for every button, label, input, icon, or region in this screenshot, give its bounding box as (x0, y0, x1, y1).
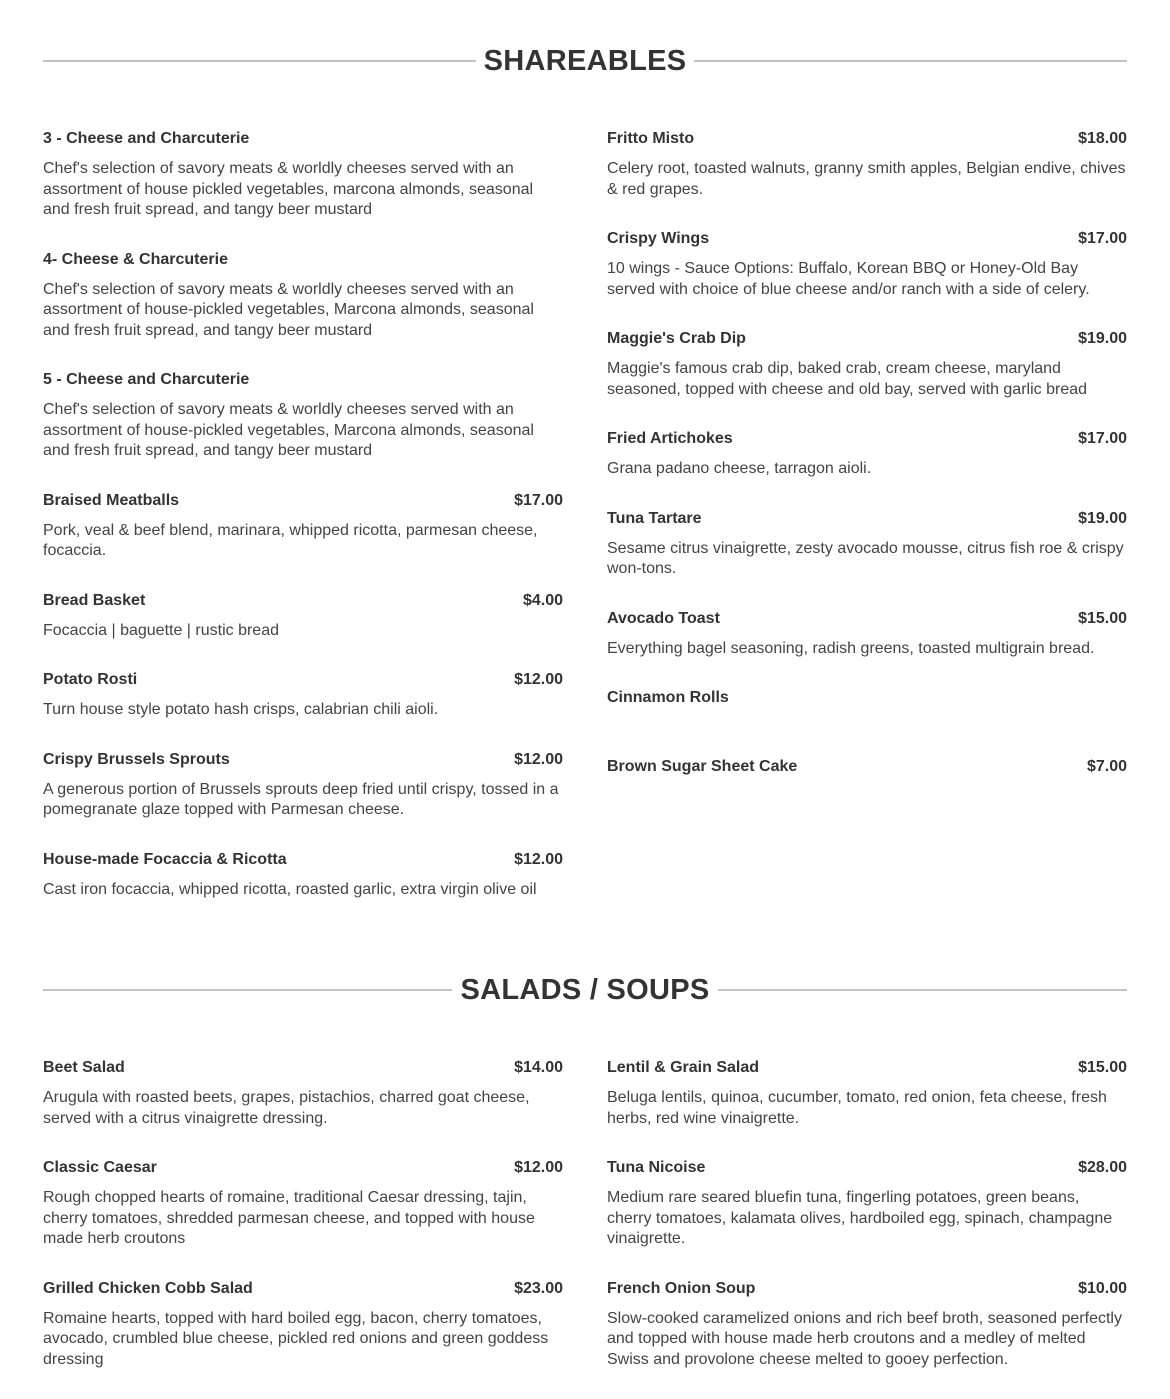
menu-item-price: $19.00 (1078, 509, 1127, 527)
menu-item-name: Crispy Wings (607, 230, 710, 247)
menu-item-description: Sesame citrus vinaigrette, zesty avocado mousse, citrus fish roe & crispy won-tons. (607, 539, 1124, 577)
menu-item-price: $15.00 (1078, 609, 1127, 627)
menu-item-name: 3 - Cheese and Charcuterie (43, 130, 250, 147)
menu-item (43, 1158, 563, 1250)
menu-item-description: Focaccia | baguette | rustic bread (43, 621, 279, 639)
menu-item (607, 429, 1127, 480)
menu-item-header (43, 491, 563, 511)
menu-item-header (43, 250, 563, 270)
menu-item-price: $17.00 (1078, 230, 1127, 247)
menu-item-header (607, 1058, 1127, 1078)
menu-item-header (607, 429, 1127, 449)
menu-item-name: Tuna Nicoise (607, 1159, 706, 1176)
menu-item-name: Braised Meatballs (43, 491, 180, 509)
menu-item-name: 5 - Cheese and Charcuterie (43, 371, 250, 388)
menu-item (607, 509, 1127, 580)
menu-item-header (607, 1279, 1127, 1299)
menu-item-name: Tuna Tartare (607, 509, 702, 527)
menu-item-header (43, 129, 563, 149)
menu-item (43, 491, 563, 562)
menu-item-description: Cast iron focaccia, whipped ricotta, roasted garlic, extra virgin olive oil (43, 880, 537, 898)
menu-columns (43, 1058, 1127, 1399)
menu-item-name: 4- Cheese & Charcuterie (43, 250, 228, 268)
menu-item-description: Turn house style potato hash crisps, calabrian chili aioli. (43, 701, 439, 718)
menu-item-description: A generous portion of Brussels sprouts deep fried until crispy, tossed in a pomegranate glaze topped with Parmesan cheese. (43, 780, 559, 818)
menu-item-description: Slow-cooked caramelized onions and rich beef broth, seasoned perfectly and topped with house made herb croutons and a medley of melted Swiss and provolone cheese melted to gooey perfection. (607, 1309, 1122, 1368)
menu-item-header (607, 129, 1127, 149)
menu-column-right (607, 129, 1127, 929)
menu-item-header (607, 509, 1127, 529)
menu-item-name: Brown Sugar Sheet Cake (607, 758, 798, 775)
menu-item-price: $19.00 (1078, 330, 1127, 347)
menu-item-description: Chef's selection of savory meats & worldly cheeses served with an assortment of house-pickled vegetables, Marcona almonds, seasonal and fresh fruit spread, and tangy beer mustard (43, 280, 534, 339)
menu-item-price: $18.00 (1078, 130, 1127, 147)
menu-item-description: Pork, veal & beef blend, marinara, whipped ricotta, parmesan cheese, focaccia. (43, 521, 538, 559)
menu-item (607, 1279, 1127, 1371)
menu-item-description: Grana padano cheese, tarragon aioli. (607, 460, 872, 477)
menu-item (607, 329, 1127, 400)
menu-item (43, 1279, 563, 1371)
menu-item-header (43, 670, 563, 690)
menu-item-name: House-made Focaccia & Ricotta (43, 850, 287, 868)
menu-item-price: $7.00 (1086, 758, 1127, 775)
menu-item-description: Celery root, toasted walnuts, granny smith apples, Belgian endive, chives & red grapes. (607, 160, 1126, 198)
menu-item-description: Medium rare seared bluefin tuna, fingerling potatoes, green beans, cherry tomatoes, kalamata olives, hardboiled egg, spinach, champagne vinaigrette. (607, 1189, 1113, 1247)
menu-item-price: $4.00 (522, 591, 563, 609)
menu-item-description: Everything bagel seasoning, radish greens, toasted multigrain bread. (607, 639, 1095, 657)
section-title: SALADS / SOUPS (460, 974, 710, 1006)
menu-item-price: $10.00 (1078, 1279, 1127, 1297)
menu-item (43, 850, 563, 901)
section-salads-soups (43, 970, 1127, 1399)
menu-item-description: Chef's selection of savory meats & worldly cheeses served with an assortment of house-pickled vegetables, Marcona almonds, seasonal and fresh fruit spread, and tangy beer mustard (43, 401, 534, 459)
menu-item (43, 370, 563, 462)
menu-item-name: Maggie's Crab Dip (607, 330, 746, 347)
menu-item-price: $12.00 (514, 850, 563, 868)
menu-item-header (43, 591, 563, 611)
header-rule-left (43, 60, 476, 62)
menu-item (43, 129, 563, 221)
menu-item-header (43, 750, 563, 770)
section-header (43, 970, 1127, 1010)
menu-item (607, 688, 1127, 728)
menu-item (607, 129, 1127, 200)
menu-item-price: $15.00 (1078, 1059, 1127, 1076)
menu-column-right (607, 1058, 1127, 1399)
menu-item (43, 250, 563, 342)
menu-item-header (607, 229, 1127, 249)
menu-item-name: Beet Salad (43, 1059, 125, 1076)
menu-item-price: $12.00 (514, 750, 563, 768)
menu-column-left (43, 1058, 563, 1399)
menu-item-price: $17.00 (1078, 430, 1127, 447)
menu-columns (43, 129, 1127, 929)
menu-item-description: Maggie's famous crab dip, baked crab, cream cheese, maryland seasoned, topped with cheese and old bay, served with garlic bread (607, 360, 1088, 398)
menu-item-header (607, 609, 1127, 629)
section-header (43, 41, 1127, 81)
menu-item-header (607, 329, 1127, 349)
menu-item-description: Romaine hearts, topped with hard boiled egg, bacon, cherry tomatoes, avocado, crumbled blue cheese, pickled red onions and green goddess dressing (43, 1309, 549, 1368)
menu-item-price: $28.00 (1078, 1159, 1127, 1176)
menu-item-description: Rough chopped hearts of romaine, traditional Caesar dressing, tajin, cherry tomatoes, shredded parmesan cheese, and topped with house made herb croutons (43, 1189, 535, 1247)
menu-item (43, 670, 563, 721)
menu-item-description: Chef's selection of savory meats & worldly cheeses served with an assortment of house pickled vegetables, marcona almonds, seasonal and fresh fruit spread, and tangy beer mustard (43, 160, 534, 218)
menu-item-name: Classic Caesar (43, 1159, 157, 1176)
menu-item-price: $14.00 (514, 1059, 563, 1076)
header-rule-left (43, 989, 452, 991)
menu-item-name: Lentil & Grain Salad (607, 1059, 760, 1076)
header-rule-right (694, 60, 1127, 62)
menu-item (607, 1058, 1127, 1129)
menu-column-left (43, 129, 563, 929)
menu-item (607, 229, 1127, 300)
menu-item-name: Crispy Brussels Sprouts (43, 750, 230, 768)
menu-item (607, 757, 1127, 797)
menu-item-name: Fritto Misto (607, 130, 695, 147)
menu-item-price: $12.00 (514, 671, 563, 688)
menu-item-name: Grilled Chicken Cobb Salad (43, 1279, 253, 1297)
menu-item (607, 609, 1127, 660)
menu-item-name: Avocado Toast (607, 609, 720, 627)
menu-item-description: 10 wings - Sauce Options: Buffalo, Korean BBQ or Honey-Old Bay served with choice of blue cheese and/or ranch with a side of celery. (607, 260, 1090, 298)
menu-item (607, 1158, 1127, 1250)
menu-item-name: Cinnamon Rolls (607, 689, 729, 706)
section-title: SHAREABLES (483, 45, 687, 77)
menu-item-name: French Onion Soup (607, 1279, 756, 1297)
menu-item-price: $23.00 (514, 1279, 563, 1297)
menu-item-name: Bread Basket (43, 591, 146, 609)
menu-item (43, 1058, 563, 1129)
header-rule-right (718, 989, 1127, 991)
menu-item-price: $12.00 (514, 1159, 563, 1176)
menu-item-header (607, 1158, 1127, 1178)
menu-item-description: Arugula with roasted beets, grapes, pistachios, charred goat cheese, served with a citrus vinaigrette dressing. (43, 1089, 530, 1127)
menu-item-header (43, 1279, 563, 1299)
section-shareables (43, 41, 1127, 929)
menu-item-header (43, 1058, 563, 1078)
menu-item-header (43, 850, 563, 870)
menu-item-header (43, 370, 563, 390)
menu-item-description: Beluga lentils, quinoa, cucumber, tomato, red onion, feta cheese, fresh herbs, red wine vinaigrette. (607, 1089, 1107, 1127)
menu-item-header (607, 757, 1127, 777)
menu-item (43, 591, 563, 642)
menu-item (43, 750, 563, 821)
menu-item-name: Fried Artichokes (607, 430, 733, 447)
menu-item-name: Potato Rosti (43, 671, 138, 688)
menu-item-header (607, 688, 1127, 708)
menu-item-header (43, 1158, 563, 1178)
menu-item-price: $17.00 (514, 491, 563, 509)
